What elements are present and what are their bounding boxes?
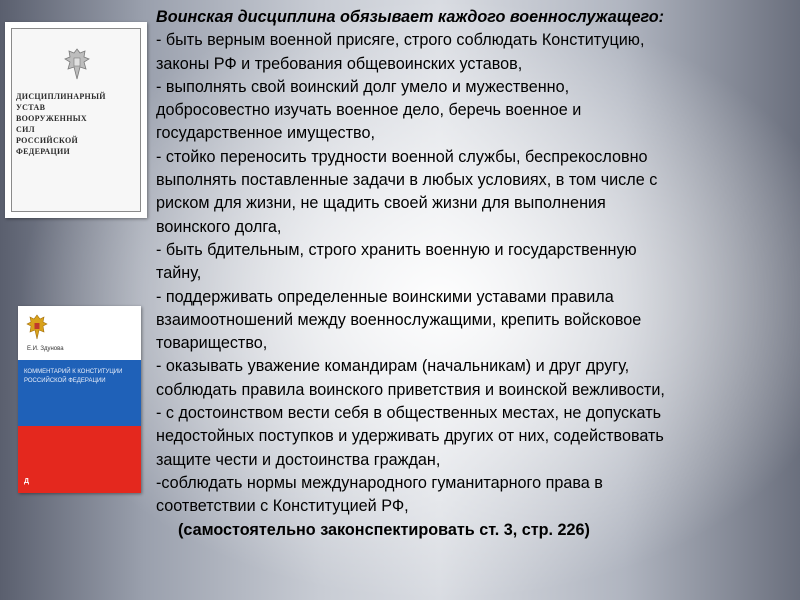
text-line: выполнять поставленные задачи в любых условиях, в том числе с [156,171,658,190]
coat-of-arms-icon [64,47,90,81]
text-line: - стойко переносить трудности военной службы, беспрекословно [156,147,648,166]
book-title-line: ДИСЦИПЛИНАРНЫЙ [16,92,106,101]
text-line: воинского долга, [156,217,282,236]
book-subtitle [24,368,135,386]
text-line: - быть бдительным, строго хранить военную и государственную [156,240,637,259]
text-line: соответствии с Конституцией РФ, [156,497,409,516]
publisher-mark: Д [24,478,29,485]
text-line: добросовестно изучать военное дело, беречь военное и [156,101,582,120]
book-title-line: ФЕДЕРАЦИИ [16,147,71,156]
text-line: взаимоотношений между военнослужащими, крепить войсковое [156,310,642,329]
book-title-line: УСТАВ [16,103,46,112]
heading: Воинская дисциплина обязывает каждого военнослужащего: [156,8,665,26]
book-author: Е.И. Здунова [27,346,64,352]
text-line: товарищество, [156,334,268,353]
cover-red-band [18,426,141,493]
text-line: недостойных поступков и удерживать других от них, содействовать [156,427,664,446]
book-title-line: РОССИЙСКОЙ [16,136,78,145]
text-line: защите чести и достоинства граждан, [156,450,441,469]
text-line: -соблюдать нормы международного гуманитарного права в [156,473,603,492]
text-line: - с достоинством вести себя в общественных местах, не допускать [156,404,662,423]
text-line: соблюдать правила воинского приветствия и воинской вежливости, [156,380,665,399]
text-line: - поддерживать определенные воинскими уставами правила [156,287,614,306]
book-subtitle-line: КОММЕНТАРИЙ К КОНСТИТУЦИИ [24,369,123,375]
book-cover [11,28,141,212]
disciplinary-charter-book-image [5,22,147,218]
book-title [16,91,136,157]
main-text [156,6,796,542]
coat-of-arms-icon [26,314,48,340]
text-line: - быть верным военной присяге, строго соблюдать Конституцию, [156,31,645,50]
text-line: государственное имущество, [156,124,375,143]
book-title-line: СИЛ [16,125,35,134]
text-line: риском для жизни, не щадить своей жизни для выполнения [156,194,606,213]
book-subtitle-line: РОССИЙСКОЙ ФЕДЕРАЦИИ [24,378,106,384]
assignment-note: (самостоятельно законспектировать ст. 3, стр. 226) [178,520,590,539]
book-title-line: ВООРУЖЕННЫХ [16,114,87,123]
constitution-commentary-book-image [18,306,141,493]
text-line: законы РФ и требования общевоинских уставов, [156,54,523,73]
text-line: - оказывать уважение командирам (начальникам) и друг другу, [156,357,630,376]
text-line: тайну, [156,264,202,283]
text-line: - выполнять свой воинский долг умело и мужественно, [156,77,570,96]
